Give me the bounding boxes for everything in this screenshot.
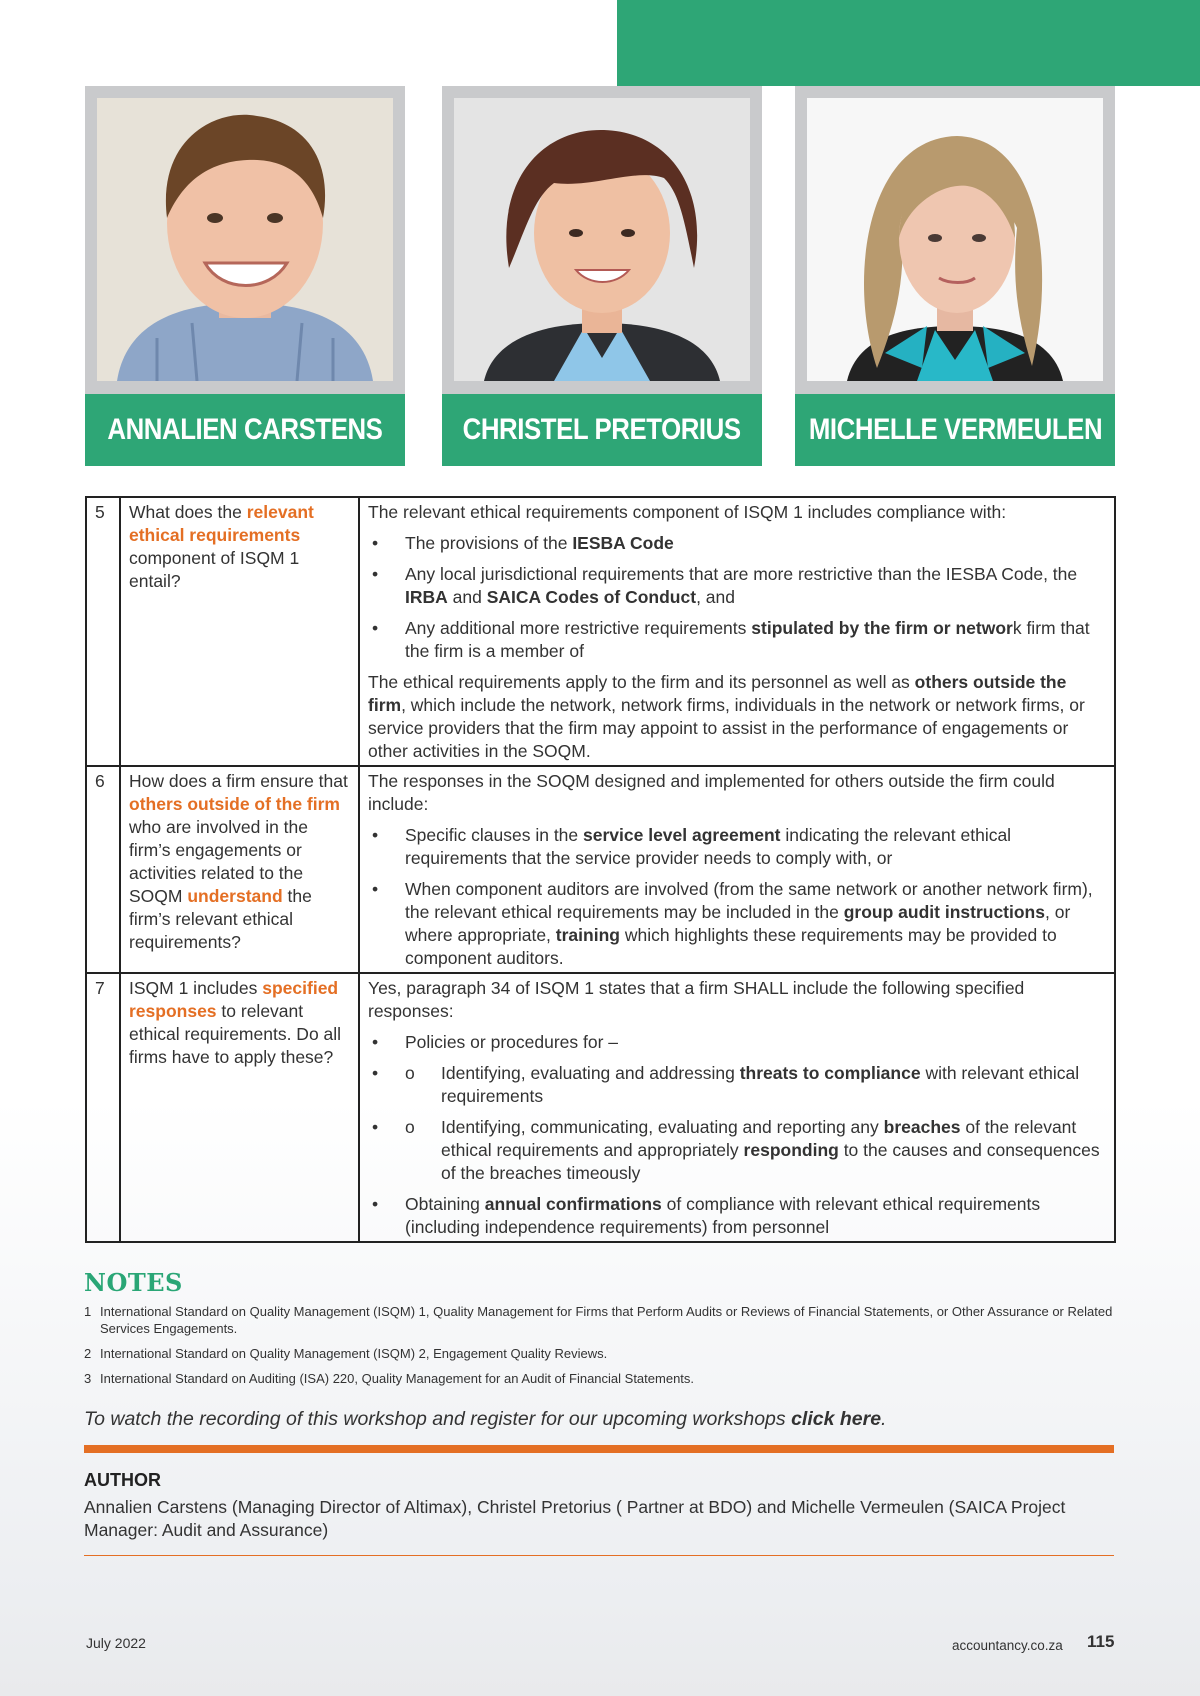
row-number: 5 [86, 497, 120, 766]
portrait-michelle-vermeulen [807, 98, 1103, 381]
person-name: MICHELLE VERMEULEN [795, 394, 1115, 466]
list-item: • Policies or procedures for – [368, 1031, 1107, 1054]
person-card-annalien [85, 86, 405, 466]
orange-divider [84, 1445, 1114, 1453]
note-item: 3 International Standard on Auditing (ISA) 220, Quality Management for an Audit of Financial Statements. [84, 1371, 695, 1386]
answer-list [368, 1031, 1107, 1239]
table-row [86, 973, 1115, 1242]
list-item: • The provisions of the IESBA Code [368, 532, 1107, 555]
portrait-annalien-carstens [97, 98, 393, 381]
list-item: • Any additional more restrictive requirements stipulated by the firm or network firm that the firm is a member of [368, 617, 1107, 663]
list-item: • o Identifying, evaluating and addressing threats to compliance with relevant ethical requirements [368, 1062, 1107, 1108]
list-item: • Any local jurisdictional requirements that are more restrictive than the IESBA Code, the IRBA and SAICA Codes of Conduct, and [368, 563, 1107, 609]
list-item: • When component auditors are involved (from the same network or another network firm), the relevant ethical requirements may be included in the group audit instructions, or where appropriate, training which highlights these requirements may be provided to component auditors. [368, 878, 1107, 970]
list-item: • Specific clauses in the service level agreement indicating the relevant ethical requirements that the service provider needs to comply with, or [368, 824, 1107, 870]
row-number: 7 [86, 973, 120, 1242]
notes-section [84, 1268, 1114, 1395]
author-text: Annalien Carstens (Managing Director of Altimax), Christel Pretorius ( Partner at BDO) and Michelle Vermeulen (SAICA Project Manager: Audit and Assurance) [84, 1497, 1066, 1540]
portrait-christel-pretorius [454, 98, 750, 381]
row-number: 6 [86, 766, 120, 973]
answer-cell: Yes, paragraph 34 of ISQM 1 states that a firm SHALL include the following specified responses: • Policies or procedures for – • o Identifying, evaluating and addressing threats to compliance with relevant ethical requirements • o Identifying, communicating, evaluating and reporting any breaches of the relevant ethical requirements and appropriately responding to the causes and consequences of the breaches timeously • Obtaining annual confirmations of compliance with relevant ethical requirements (including independence requirements) from personnel [359, 973, 1115, 1242]
person-name: CHRISTEL PRETORIUS [442, 394, 762, 466]
question-cell: What does the relevant ethical requirements component of ISQM 1 entail? [120, 497, 359, 766]
answer-cell: The responses in the SOQM designed and implemented for others outside the firm could include: • Specific clauses in the service level agreement indicating the relevant ethical requirements that the service provider needs to comply with, or • When component auditors are involved (from the same network or another network firm), the relevant ethical requirements may be included in the group audit instructions, or where appropriate, training which highlights these requirements may be provided to component auditors. [359, 766, 1115, 973]
question-cell: ISQM 1 includes specified responses to relevant ethical requirements. Do all firms have to apply these? [120, 973, 359, 1242]
thin-divider [84, 1555, 1114, 1556]
click-here-link[interactable]: click here [791, 1408, 882, 1430]
question-cell: How does a firm ensure that others outside of the firm who are involved in the firm’s engagements or activities related to the SOQM understand the firm’s relevant ethical requirements? [120, 766, 359, 973]
answer-list [368, 532, 1107, 663]
table-row [86, 497, 1115, 766]
answer-list [368, 824, 1107, 970]
watch-recording-text: To watch the recording of this workshop and register for our upcoming workshops click here. [84, 1408, 887, 1430]
page-number: 115 [1087, 1632, 1115, 1651]
person-card-christel [442, 86, 762, 466]
list-item: • Obtaining annual confirmations of compliance with relevant ethical requirements (including independence requirements) from personnel [368, 1193, 1107, 1239]
notes-heading: NOTES [84, 1268, 183, 1297]
table-row [86, 766, 1115, 973]
footer-date: July 2022 [86, 1635, 146, 1651]
footer-site: accountancy.co.za [952, 1638, 1063, 1653]
answer-cell: The relevant ethical requirements component of ISQM 1 includes compliance with: • The provisions of the IESBA Code • Any local jurisdictional requirements that are more restrictive than the IESBA Code, the IRBA and SAICA Codes of Conduct, and • Any additional more restrictive requirements stipulated by the firm or network firm that the firm is a member of The ethical requirements apply to the firm and its personnel as well as others outside the firm, which include the network, network firms, individuals in the network or network firms, or service providers that the firm may appoint to assist in the performance of engagements or other activities in the SOQM. [359, 497, 1115, 766]
top-accent-bar [617, 0, 1200, 86]
person-card-michelle [795, 86, 1115, 466]
author-heading: AUTHOR [84, 1470, 161, 1490]
note-item: 2 International Standard on Quality Management (ISQM) 2, Engagement Quality Reviews. [84, 1346, 608, 1361]
person-name: ANNALIEN CARSTENS [85, 394, 405, 466]
note-item: 1 International Standard on Quality Management (ISQM) 1, Quality Management for Firms that Perform Audits or Reviews of Financial Statements, or Other Assurance or Related Services Engagements. [84, 1304, 1113, 1336]
qa-table [85, 496, 1116, 1243]
list-item: • o Identifying, communicating, evaluating and reporting any breaches of the relevant ethical requirements and appropriately responding to the causes and consequences of the breaches timeously [368, 1116, 1107, 1185]
